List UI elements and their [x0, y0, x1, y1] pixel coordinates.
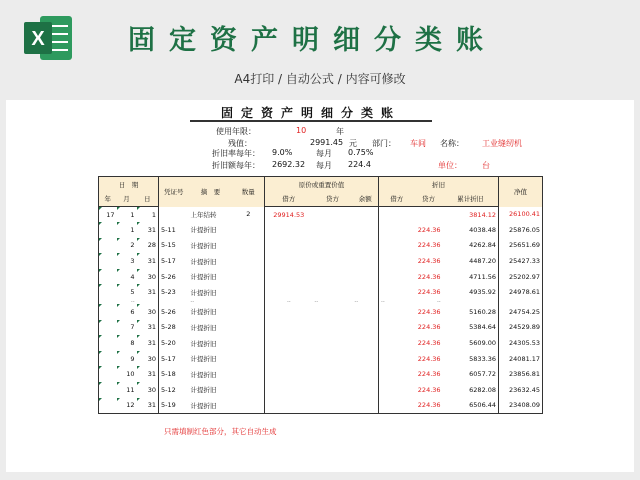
cell-year[interactable] [99, 284, 117, 300]
cell-summary[interactable]: 计提折旧 [190, 339, 217, 348]
table-row [99, 207, 543, 223]
cell-accum[interactable]: 6506.44 [443, 398, 499, 414]
cell-empty[interactable] [313, 382, 353, 398]
cell-empty[interactable] [353, 304, 379, 320]
cell-accum[interactable]: 5833.36 [469, 354, 497, 363]
residual-unit: 元 [349, 139, 357, 148]
cell-accum[interactable]: 4038.48 [469, 225, 497, 234]
cell-depr-credit[interactable]: 224.36 [417, 288, 441, 297]
cell-voucher[interactable] [159, 207, 189, 223]
header-orig-credit: 贷方 [313, 192, 353, 207]
cell-orig-debit[interactable] [265, 382, 313, 398]
cell-empty[interactable] [313, 207, 353, 223]
cell-summary[interactable]: 计提折旧 [190, 226, 217, 235]
cell-summary[interactable]: 计提折旧 [190, 386, 217, 395]
separator-cell: -- [436, 300, 441, 305]
name-label: 名称： [440, 139, 464, 148]
cell-day[interactable]: 30 [137, 269, 159, 285]
cell-orig-debit[interactable] [265, 284, 313, 300]
cell-qty[interactable] [233, 304, 265, 320]
cell-accum[interactable]: 3814.12 [469, 210, 497, 219]
cell-empty[interactable] [379, 398, 415, 414]
cell-net[interactable]: 23632.45 [499, 382, 543, 398]
header-depr: 折旧 [379, 177, 499, 192]
cell-net[interactable]: 24305.53 [499, 335, 543, 351]
cell-net[interactable]: 25427.33 [499, 253, 543, 269]
header-depr-debit: 借方 [379, 192, 415, 207]
cell-qty[interactable] [233, 366, 265, 382]
cell-voucher[interactable]: 5-23 [159, 284, 189, 300]
amount-label: 折旧额每年： [212, 161, 260, 170]
cell-day[interactable]: 31 [137, 398, 159, 414]
unit-label: 单位： [438, 161, 462, 170]
table-row [99, 269, 543, 285]
cell-net[interactable]: 26100.41 [499, 207, 543, 223]
name-value[interactable]: 工业缝纫机 [482, 139, 522, 148]
cell-net[interactable]: 24081.17 [499, 351, 543, 367]
cell-qty[interactable] [233, 284, 265, 300]
cell-voucher[interactable]: 5-26 [159, 269, 189, 285]
cell-qty[interactable] [233, 253, 265, 269]
cell-empty[interactable] [379, 304, 415, 320]
cell-month[interactable]: 3 [117, 253, 137, 269]
cell-year[interactable] [99, 351, 117, 367]
separator-cell: -- [314, 300, 319, 305]
cell-empty[interactable] [379, 351, 415, 367]
cell-depr-credit[interactable] [415, 207, 443, 223]
cell-depr-credit[interactable]: 224.36 [417, 272, 441, 281]
header-accum: 累计折旧 [443, 192, 499, 207]
cell-qty[interactable] [233, 222, 265, 238]
header-qty: 数量 [233, 177, 265, 207]
cell-depr-credit[interactable]: 224.36 [417, 307, 441, 316]
cell-qty[interactable] [233, 398, 265, 414]
cell-summary[interactable]: 计提折旧 [190, 370, 217, 379]
cell-month[interactable]: 10 [117, 366, 137, 382]
cell-summary[interactable]: 计提折旧 [189, 398, 233, 414]
cell-summary[interactable]: 计提折旧 [190, 288, 217, 297]
cell-qty[interactable] [233, 351, 265, 367]
header-orig-debit: 借方 [265, 192, 313, 207]
cell-year[interactable] [99, 382, 117, 398]
cell-empty[interactable] [353, 253, 379, 269]
cell-depr-credit[interactable]: 224.36 [417, 241, 441, 250]
amount-year: 2692.32 [272, 160, 306, 169]
cell-orig-debit[interactable] [265, 304, 313, 320]
cell-qty[interactable] [233, 269, 265, 285]
residual-label: 残值： [228, 139, 252, 148]
cell-empty[interactable] [353, 238, 379, 254]
cell-empty[interactable] [313, 304, 353, 320]
table-row [99, 284, 543, 300]
cell-accum[interactable]: 5160.28 [469, 307, 497, 316]
cell-empty[interactable] [353, 222, 379, 238]
cell-accum[interactable]: 4935.92 [469, 288, 497, 297]
rate-year: 9.0% [272, 148, 293, 157]
cell-depr-credit[interactable]: 224.36 [417, 339, 441, 348]
table-row [99, 253, 543, 269]
cell-empty[interactable] [313, 222, 353, 238]
cell-depr-credit[interactable]: 224.36 [417, 385, 441, 394]
cell-empty[interactable] [353, 269, 379, 285]
cell-month[interactable]: 11 [117, 382, 137, 398]
cell-summary[interactable]: 计提折旧 [190, 323, 217, 332]
cell-empty[interactable] [379, 253, 415, 269]
cell-net[interactable]: 25651.69 [499, 238, 543, 254]
cell-empty[interactable] [353, 366, 379, 382]
cell-empty[interactable] [313, 238, 353, 254]
cell-empty[interactable] [313, 335, 353, 351]
table-row [99, 351, 543, 367]
header-voucher: 凭证号 [159, 177, 189, 207]
table-row [99, 222, 543, 238]
cell-year[interactable] [99, 320, 117, 336]
cell-year[interactable] [99, 269, 117, 285]
cell-empty[interactable] [313, 366, 353, 382]
table-row [99, 335, 543, 351]
table-row [99, 320, 543, 336]
cell-summary[interactable]: 计提折旧 [190, 308, 217, 317]
cell-day[interactable]: 1 [137, 207, 159, 223]
cell-voucher[interactable]: 5-15 [159, 238, 189, 254]
cell-voucher[interactable]: 5-26 [159, 304, 189, 320]
cell-accum[interactable]: 6057.72 [469, 370, 497, 379]
cell-empty[interactable] [379, 238, 415, 254]
separator-cell: -- [190, 300, 195, 305]
cell-qty[interactable]: 2 [246, 210, 251, 219]
cell-empty[interactable] [313, 269, 353, 285]
header-orig-balance: 余额 [353, 192, 379, 207]
cell-month[interactable]: 5 [117, 284, 137, 300]
cell-orig-debit[interactable] [265, 351, 313, 367]
cell-day[interactable]: 30 [137, 304, 159, 320]
cell-month[interactable]: 1 [117, 207, 137, 223]
cell-day[interactable]: 30 [137, 382, 159, 398]
cell-net[interactable]: 25202.97 [499, 269, 543, 285]
cell-empty[interactable] [379, 284, 415, 300]
years-label: 使用年限： [216, 127, 256, 136]
cell-summary[interactable]: 上年结转 [190, 210, 217, 219]
residual-value: 2991.45 [310, 138, 344, 147]
cell-empty[interactable] [313, 351, 353, 367]
cell-voucher[interactable]: 5-28 [159, 320, 189, 336]
table-row [99, 398, 543, 414]
table-row [99, 382, 543, 398]
cell-month[interactable]: 2 [117, 238, 137, 254]
cell-year[interactable] [99, 222, 117, 238]
cell-voucher[interactable]: 5-20 [159, 335, 189, 351]
cell-empty[interactable] [313, 320, 353, 336]
cell-orig-debit[interactable] [265, 335, 313, 351]
cell-net[interactable]: 24978.61 [499, 284, 543, 300]
cell-net[interactable]: 23408.09 [499, 398, 543, 414]
cell-day[interactable]: 31 [137, 320, 159, 336]
cell-month[interactable]: 4 [117, 269, 137, 285]
cell-empty[interactable] [379, 366, 415, 382]
rate-month: 0.75% [348, 148, 374, 157]
separator-cell: -- [379, 300, 415, 304]
dept-value[interactable]: 车间 [410, 139, 426, 148]
cell-year[interactable] [99, 238, 117, 254]
banner-title: 固定资产明细分类账 [128, 25, 497, 56]
cell-summary[interactable]: 计提折旧 [190, 241, 217, 250]
rate-month-label: 每月 [316, 149, 332, 158]
separator-cell: -- [354, 300, 359, 305]
banner-subtitle: A4打印 / 自动公式 / 内容可修改 [234, 72, 406, 86]
table-row [99, 366, 543, 382]
cell-year[interactable] [99, 304, 117, 320]
ledger-table [98, 176, 543, 414]
cell-empty[interactable] [313, 398, 353, 414]
cell-year[interactable] [99, 253, 117, 269]
banner [0, 0, 640, 98]
cell-empty[interactable] [379, 320, 415, 336]
cell-month[interactable]: 9 [117, 351, 137, 367]
cell-net[interactable]: 24754.25 [499, 304, 543, 320]
cell-depr-credit[interactable]: 224.36 [417, 370, 441, 379]
cell-day[interactable]: 31 [137, 253, 159, 269]
cell-depr-credit[interactable]: 224.36 [417, 257, 441, 266]
cell-accum[interactable]: 4711.56 [469, 272, 497, 281]
years-unit: 年 [336, 127, 344, 136]
cell-voucher[interactable]: 5-17 [159, 351, 189, 367]
cell-month[interactable]: 6 [117, 304, 137, 320]
cell-empty[interactable] [353, 284, 379, 300]
cell-orig-debit[interactable] [265, 398, 313, 414]
rate-label: 折旧率每年： [212, 149, 260, 158]
cell-empty[interactable] [353, 351, 379, 367]
cell-year[interactable] [99, 335, 117, 351]
cell-orig-debit[interactable] [265, 269, 313, 285]
table-row [99, 238, 543, 254]
cell-empty[interactable] [379, 335, 415, 351]
cell-empty[interactable] [353, 335, 379, 351]
amount-month: 224.4 [348, 160, 371, 169]
cell-empty[interactable] [353, 398, 379, 414]
cell-empty[interactable] [313, 253, 353, 269]
cell-day[interactable]: 30 [137, 351, 159, 367]
cell-empty[interactable] [379, 269, 415, 285]
cell-empty[interactable] [353, 207, 379, 223]
cell-summary[interactable]: 计提折旧 [190, 257, 217, 266]
cell-qty[interactable] [233, 320, 265, 336]
cell-year[interactable]: 17 [99, 207, 117, 223]
cell-depr-credit[interactable]: 224.36 [417, 354, 441, 363]
cell-day[interactable]: 31 [137, 222, 159, 238]
separator-cell: -- [265, 300, 313, 304]
cell-qty[interactable] [233, 335, 265, 351]
cell-orig-debit[interactable] [265, 222, 313, 238]
cell-orig-debit[interactable] [265, 320, 313, 336]
cell-empty[interactable] [353, 382, 379, 398]
cell-qty[interactable] [233, 382, 265, 398]
svg-text:X: X [31, 28, 45, 50]
cell-orig-debit[interactable] [265, 253, 313, 269]
cell-accum[interactable]: 5384.64 [469, 323, 497, 332]
cell-empty[interactable] [353, 320, 379, 336]
cell-orig-debit[interactable] [265, 366, 313, 382]
header-summary: 摘 要 [189, 177, 233, 207]
cell-summary[interactable]: 计提折旧 [190, 273, 217, 282]
header-year: 年 [99, 192, 117, 207]
cell-accum[interactable]: 6282.08 [469, 385, 497, 394]
cell-accum[interactable]: 5609.00 [469, 339, 497, 348]
cell-net[interactable]: 25876.05 [499, 222, 543, 238]
separator-cell: -- [130, 300, 135, 305]
cell-month[interactable]: 8 [117, 335, 137, 351]
cell-depr-credit[interactable]: 224.36 [417, 323, 441, 332]
header-net: 净值 [499, 177, 543, 207]
cell-empty[interactable] [313, 284, 353, 300]
cell-depr-credit[interactable]: 224.36 [415, 398, 443, 414]
header-depr-credit: 贷方 [415, 192, 443, 207]
footnote: 只需填制红色部分，其它自动生成 [164, 427, 277, 436]
header-original: 原价或重置价值 [265, 177, 379, 192]
excel-icon [22, 12, 74, 64]
sheet-title: 固定资产明细分类账 [190, 104, 432, 122]
cell-qty[interactable] [233, 238, 265, 254]
cell-summary[interactable]: 计提折旧 [190, 355, 217, 364]
cell-accum[interactable]: 4487.20 [469, 257, 497, 266]
dept-label: 部门： [372, 139, 396, 148]
cell-empty[interactable] [379, 222, 415, 238]
cell-voucher[interactable]: 5-18 [159, 366, 189, 382]
cell-month[interactable]: 7 [117, 320, 137, 336]
cell-depr-credit[interactable]: 224.36 [417, 225, 441, 234]
cell-year[interactable] [99, 366, 117, 382]
cell-empty[interactable] [379, 207, 415, 223]
cell-day[interactable]: 31 [137, 284, 159, 300]
cell-day[interactable]: 28 [137, 238, 159, 254]
header-month: 月 [117, 192, 137, 207]
cell-net[interactable]: 23856.81 [499, 366, 543, 382]
amount-month-label: 每月 [316, 161, 332, 170]
cell-voucher[interactable]: 5-11 [159, 222, 189, 238]
cell-day[interactable]: 31 [137, 366, 159, 382]
table-row [99, 304, 543, 320]
cell-voucher[interactable]: 5-12 [159, 382, 189, 398]
cell-accum[interactable]: 4262.84 [469, 241, 497, 250]
cell-voucher[interactable]: 5-17 [159, 253, 189, 269]
cell-voucher[interactable]: 5-19 [159, 398, 189, 414]
years-value[interactable]: 10 [296, 126, 307, 135]
cell-orig-debit[interactable]: 29914.53 [265, 207, 313, 223]
cell-year[interactable] [99, 398, 117, 414]
header-date: 日 期 [99, 177, 159, 192]
cell-net[interactable]: 24529.89 [499, 320, 543, 336]
unit-value[interactable]: 台 [482, 161, 490, 170]
cell-day[interactable]: 31 [137, 335, 159, 351]
cell-orig-debit[interactable] [265, 238, 313, 254]
cell-empty[interactable] [379, 382, 415, 398]
cell-month[interactable]: 12 [117, 398, 137, 414]
header-day: 日 [137, 192, 159, 207]
cell-month[interactable]: 1 [117, 222, 137, 238]
